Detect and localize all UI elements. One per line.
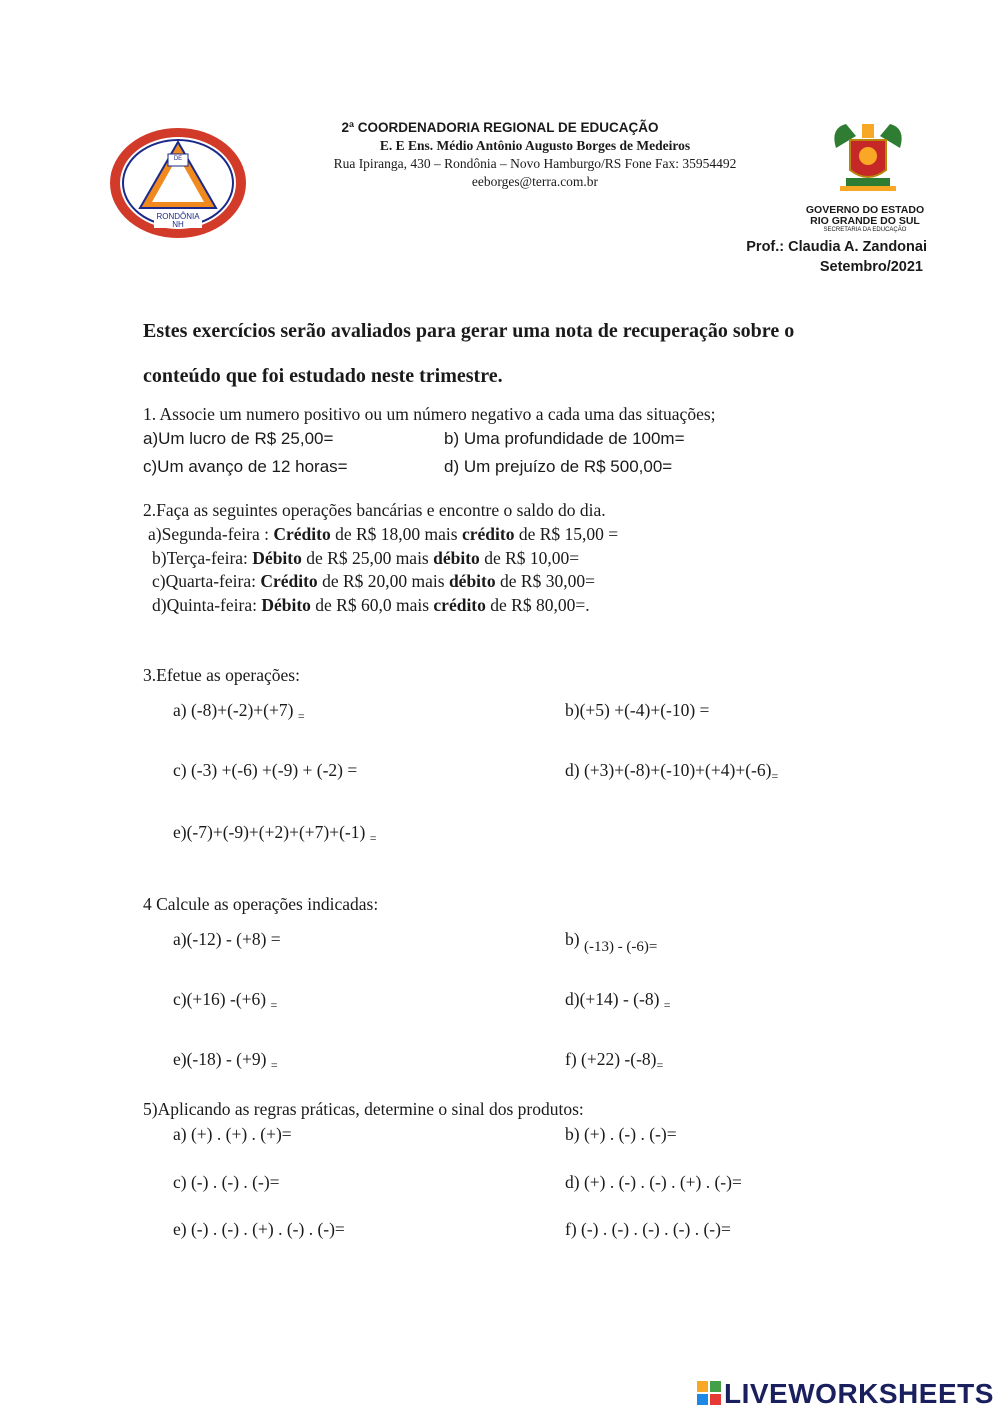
q4-prompt: 4 Calcule as operações indicadas: <box>143 894 379 914</box>
q1-prompt: 1. Associe um numero positivo ou um número negativo a cada uma das situações; <box>143 404 716 424</box>
svg-text:RONDÔNIA: RONDÔNIA <box>156 212 200 221</box>
q2-prompt: 2.Faça as seguintes operações bancárias e encontre o saldo do dia. <box>143 500 606 520</box>
intro-line-1: Estes exercícios serão avaliados para gerar uma nota de recuperação sobre o <box>143 320 795 342</box>
q2-item-a: a)Segunda-feira : Crédito de R$ 18,00 mais crédito de R$ 15,00 = <box>148 524 619 544</box>
q2-item-b: b)Terça-feira: Débito de R$ 25,00 mais débito de R$ 10,00= <box>152 548 580 568</box>
q4-item-d: d)(+14) - (-8) $_=$ <box>565 989 671 1012</box>
q5-item-c: c) (-) . (-) . (-)= <box>173 1172 280 1192</box>
q1-item-d: d) Um prejuízo de R$ 500,00= <box>444 457 673 476</box>
school-name: E. E Ens. Médio Antônio Augusto Borges de Medeiros <box>379 138 691 153</box>
intro-line-2: conteúdo que foi estudado neste trimestre. <box>143 365 503 387</box>
q4-item-a: a)(-12) - (+8) = <box>173 929 281 949</box>
q5-item-b: b) (+) . (-) . (-)= <box>565 1124 677 1144</box>
svg-text:NH: NH <box>172 220 184 229</box>
school-address: Rua Ipiranga, 430 – Rondônia – Novo Hamburgo/RS Fone Fax: 35954492 <box>333 156 737 171</box>
liveworksheets-logo-icon <box>697 1381 721 1405</box>
school-email: eeborges@terra.com.br <box>471 174 599 189</box>
q5-item-f: f) (-) . (-) . (-) . (-) . (-)= <box>565 1219 731 1239</box>
q3-item-c: c) (-3) +(-6) +(-9) + (-2) = <box>173 760 358 780</box>
q1-item-c: c)Um avanço de 12 horas= <box>143 457 348 476</box>
q3-item-b: b)(+5) +(-4)+(-10) = <box>565 700 710 720</box>
liveworksheets-brand[interactable]: LIVEWORKSHEETS <box>724 1378 994 1409</box>
q3-item-a: a) (-8)+(-2)+(+7) $_=$ <box>173 700 305 723</box>
q4-item-f: f) (+22) $-(-8)_=$ <box>565 1049 664 1072</box>
svg-text:DE: DE <box>173 156 183 162</box>
q5-item-a: a) (+) . (+) . (+)= <box>173 1124 292 1144</box>
q2-item-c: c)Quarta-feira: Crédito de R$ 20,00 mais débito de R$ 30,00= <box>152 571 595 591</box>
q5-prompt: 5)Aplicando as regras práticas, determine o sinal dos produtos: <box>143 1099 584 1119</box>
q2-item-d: d)Quinta-feira: Débito de R$ 60,0 mais crédito de R$ 80,00=. <box>152 595 590 615</box>
q5-item-d: d) (+) . (-) . (-) . (+) . (-)= <box>565 1172 742 1192</box>
q3-item-d: d) $(+3)+(-8)+(-10)+(+4)+(-6)_=$ <box>565 760 779 783</box>
state-crest-icon <box>826 118 910 198</box>
q4-item-b: b) (-13) - (-6)= <box>565 929 658 955</box>
q5-item-e: e) (-) . (-) . (+) . (-) . (-)= <box>173 1219 345 1239</box>
coordenadoria-title: 2ª COORDENADORIA REGIONAL DE EDUCAÇÃO <box>341 120 659 135</box>
gov-line-3: SECRETARIA DA EDUCAÇÃO <box>823 227 907 233</box>
date: Setembro/2021 <box>819 259 923 275</box>
gov-line-2: RIO GRANDE DO SUL <box>810 215 920 227</box>
q3-prompt: 3.Efetue as operações: <box>143 665 300 685</box>
q4-item-c: c)(+16) -(+6) $_=$ <box>173 989 278 1012</box>
q4-item-e: e)(-18) - (+9) $_=$ <box>173 1049 278 1072</box>
q1-item-b: b) Uma profundidade de 100m= <box>444 429 685 448</box>
q3-item-e: e)(-7)+(-9)+(+2)+(+7)+(-1) $_=$ <box>173 822 377 845</box>
gov-line-1: GOVERNO DO ESTADO <box>805 204 925 216</box>
q1-item-a: a)Um lucro de R$ 25,00= <box>143 429 334 448</box>
school-seal-logo <box>108 126 248 241</box>
professor-name: Prof.: Claudia A. Zandonai <box>746 239 927 255</box>
